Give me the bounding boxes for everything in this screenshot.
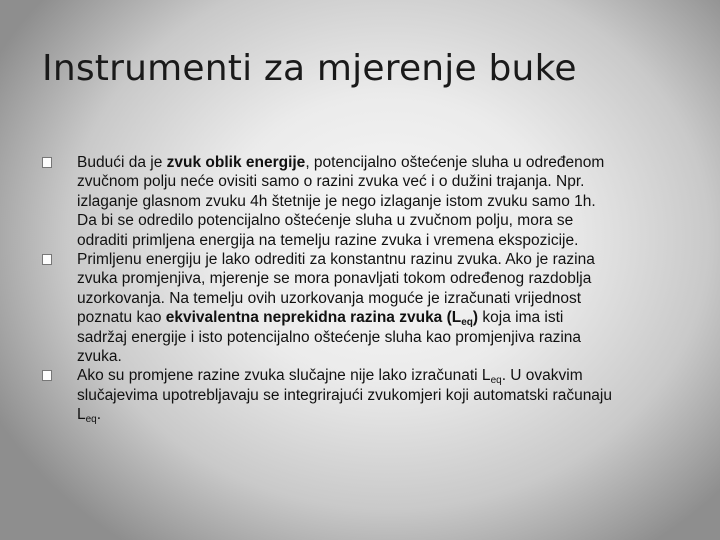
square-bullet-icon (42, 254, 52, 265)
bullet-text (77, 251, 595, 365)
subscript-text: eq (490, 375, 502, 387)
slide-title: Instrumenti za mjerenje buke (42, 48, 577, 89)
square-bullet-icon (42, 157, 52, 168)
square-bullet-icon (42, 370, 52, 381)
bullet-item (40, 250, 616, 366)
text-segment: Budući da je (77, 154, 167, 171)
bullet-text (77, 154, 604, 249)
text-segment: . (96, 406, 102, 424)
bold-text: ) (472, 309, 479, 327)
subscript-text: eq (85, 414, 97, 426)
text-segment: . U ovakvim slučajevima upotrebljavaju se integrirajući zvukomjeri koji automatski računaju L (77, 367, 612, 424)
text-segment: koja ima isti sadržaj energije i isto potencijalno oštećenje sluha kao promjenjiva razina zvuka. (77, 309, 582, 366)
subscript-text: eq (461, 317, 473, 329)
bold-text: zvuk oblik energije (166, 154, 306, 171)
bullet-item (40, 366, 616, 424)
bold-text: ekvivalentna neprekidna razina zvuka (L (165, 309, 462, 327)
text-segment: Ako su promjene razine zvuka slučajne nije lako izračunati L (77, 367, 491, 385)
bullet-text (77, 367, 612, 426)
text-segment: , potencijalno oštećenje sluha u određenom zvučnom polju neće ovisiti samo o razini zvuka već i o dužini trajanja. Npr. izlaganje glasnom zvuku 4h štetnije je nego izlaganje istom zvuku samo 1h. Da bi se odredilo potencijalno oštećenje sluha u zvučnom polju, mora se odraditi primljena energija na temelju razine zvuka i vremena ekspozicije. (77, 154, 605, 249)
bullet-list (40, 153, 616, 425)
text-segment: Primljenu energiju je lako odrediti za konstantnu razinu zvuka. Ako je razina zvuka promjenjiva, mjerenje se mora ponavljati tokom određenog razdoblja uzorkovanja. Na temelju ovih uzorkovanja moguće je izračunati vrijednost poznatu kao (77, 251, 595, 327)
bullet-item (40, 153, 616, 250)
